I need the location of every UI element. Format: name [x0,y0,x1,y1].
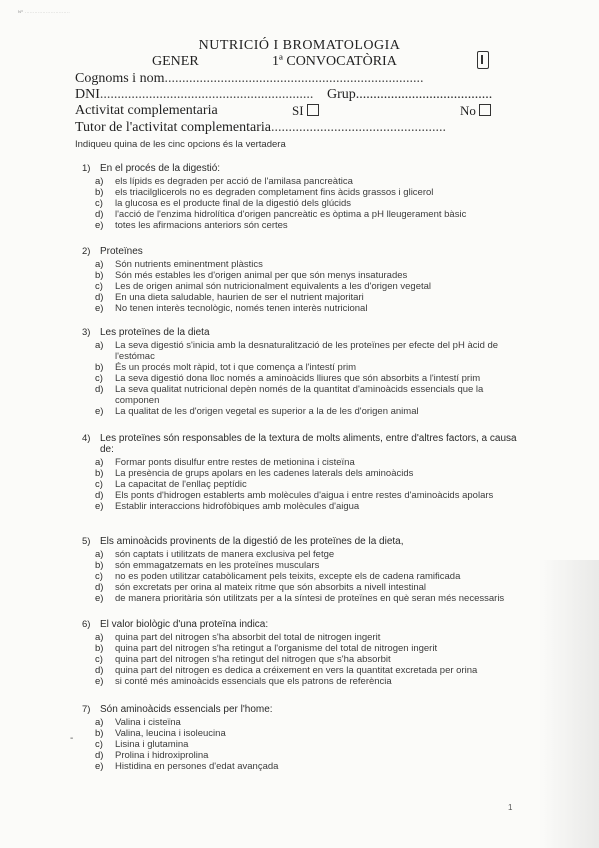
option-text: si conté més aminoàcids essencials que els patrons de referència [115,676,392,687]
option-letter: b) [95,643,104,654]
question-text: El valor biològic d'una proteïna indica: [100,619,269,630]
option-letter: e) [95,303,104,314]
option-letter: b) [95,187,104,198]
option-letter: d) [95,665,104,676]
question-text: Són aminoàcids essencials per l'home: [100,704,273,715]
option-letter: b) [95,728,104,739]
option-letter: b) [95,560,104,571]
option-text: La seva digestió dona lloc només a aminoàcids lliures que són absorbits a l'intestí prim [115,373,481,384]
option-text: És un procés molt ràpid, tot i que comença a l'intestí prim [115,362,357,373]
option-text: són emmagatzemats en les proteïnes musculars [115,560,320,571]
option-text: totes les afirmacions anteriors són certes [115,220,288,231]
option-text: Lisina i glutamina [115,739,189,750]
option-letter: c) [95,198,103,209]
question-6 [82,619,522,687]
option-text: són excretats per orina al mateix ritme que són absorbits a nivell intestinal [115,582,427,593]
option-letter: a) [95,259,104,270]
corner-header-text: Nº ............................ [18,9,71,14]
option-letter: c) [95,479,103,490]
option-letter: c) [95,571,103,582]
question-text: Les proteïnes de la dieta [100,327,210,338]
activitat-label: Activitat complementaria [75,103,218,118]
option-text: La qualitat de les d'origen vegetal es superior a la de les d'origen animal [115,406,419,417]
question-text: Les proteïnes són responsables de la textura de molts aliments, entre d'altres factors, a causa de: [100,433,517,455]
option-letter: e) [95,676,104,687]
option-letter: d) [95,750,104,761]
option-text: En una dieta saludable, haurien de ser el nutrient majoritari [115,292,364,303]
si-option[interactable] [292,103,319,119]
option-text: No tenen interès tecnològic, només tenen interès nutricional [115,303,368,314]
margin-dash: - [70,733,74,744]
option-letter: c) [95,281,103,292]
option-letter: b) [95,362,104,373]
option-letter: d) [95,582,104,593]
option-letter: a) [95,549,104,560]
dni-label: DNI [75,87,100,102]
no-option[interactable] [460,103,491,119]
option-text: els lípids es degraden per acció de l'amilasa pancreàtica [115,176,353,187]
option-text: Són nutrients eminentment plàstics [115,259,263,270]
option-letter: c) [95,654,103,665]
dots-line: .................................................. [271,120,447,135]
option-letter: a) [95,340,104,351]
option-text: Valina i cisteïna [115,717,181,728]
option-text: Les de origen animal són nutricionalment equivalents a les d'origen vegetal [115,281,432,292]
option-letter: a) [95,717,104,728]
option-text: són captats i utilitzats de manera exclusiva pel fetge [115,549,335,560]
option-letter: e) [95,220,104,231]
no-checkbox[interactable] [479,104,491,116]
option-letter: e) [95,406,104,417]
option-text: La seva qualitat nutricional depèn només de la quantitat d'aminoàcids essencials que la componen [115,384,484,406]
question-2 [82,246,522,314]
option-text: la glucosa es el producte final de la digestió dels glúcids [115,198,352,209]
question-text: Els aminoàcids provinents de la digestió de les proteïnes de la dieta, [100,536,404,547]
option-text: Histidina en persones d'edat avançada [115,761,279,772]
dots-line: ............................................................. [99,87,314,102]
question-3 [82,327,522,417]
document-icon [477,51,489,69]
question-text: Proteïnes [100,246,143,257]
option-letter: e) [95,761,104,772]
question-number: 6) [82,619,91,630]
option-letter: a) [95,632,104,643]
option-text: Formar ponts disulfur entre restes de metionina i cisteïna [115,457,355,468]
tutor-field[interactable] [75,120,446,136]
option-text: La capacitat de l'enllaç peptídic [115,479,247,490]
option-text: La presència de grups apolars en les cadenes laterals dels aminoàcids [115,468,414,479]
instruction-text: Indiqueu quina de les cinc opcions és la vertadera [75,139,286,150]
option-text: els triacilglicerols no es degraden completament fins àcids grassos i glicerol [115,187,434,198]
grup-field[interactable] [327,87,492,103]
grup-label: Grup [327,87,356,102]
option-letter: d) [95,384,104,395]
option-letter: d) [95,209,104,220]
option-text: Prolina i hidroxiprolina [115,750,209,761]
option-text: quina part del nitrogen s'ha retingut a l'organisme del total de nitrogen ingerit [115,643,438,654]
question-number: 1) [82,163,91,174]
question-number: 7) [82,704,91,715]
question-number: 5) [82,536,91,547]
option-letter: e) [95,593,104,604]
option-letter: c) [95,373,103,384]
option-letter: e) [95,501,104,512]
option-text: Són més estables les d'origen animal per que són menys insaturades [115,270,408,281]
no-label: No [460,103,476,118]
option-letter: b) [95,270,104,281]
page-number: 1 [508,803,513,812]
question-number: 4) [82,433,91,444]
option-text: quina part del nitrogen s'ha retingut del nitrogen que s'ha absorbit [115,654,391,665]
option-letter: a) [95,457,104,468]
cognoms-field[interactable] [75,71,423,87]
dots-line: .......................................................................... [164,71,424,86]
question-5 [82,536,522,604]
exam-convocation: 1ª CONVOCATÒRIA [272,54,397,69]
option-text: no es poden utilitzar catabòlicament pels teixits, excepte els de cadena ramificada [115,571,461,582]
exam-title: NUTRICIÓ I BROMATOLOGIA [198,38,401,53]
si-checkbox[interactable] [307,104,319,116]
dni-field[interactable] [75,87,313,103]
question-1 [82,163,522,231]
question-number: 3) [82,327,91,338]
option-text: quina part del nitrogen es dedica a créixement en vers la quantitat excretada per orina [115,665,478,676]
cognoms-label: Cognoms i nom [75,71,165,86]
option-text: quina part del nitrogen s'ha absorbit del total de nitrogen ingerit [115,632,381,643]
scan-shadow [539,560,599,848]
si-label: SI [292,103,304,118]
question-number: 2) [82,246,91,257]
dots-line: ....................................... [355,87,493,102]
question-7 [82,704,522,772]
option-text: La seva digestió s'inicia amb la desnaturalització de les proteïnes per efecte del pH àcid de l'estómac [115,340,499,362]
exam-session: GENER [152,54,199,69]
option-text: Els ponts d'hidrogen establerts amb molècules d'aigua i entre restes d'aminoàcids apolars [115,490,494,501]
option-text: Establir interaccions hidrofòbiques amb molècules d'aigua [115,501,360,512]
option-letter: b) [95,468,104,479]
tutor-label: Tutor de l'activitat complementaria [75,120,272,135]
option-text: l'acció de l'enzima hidrolítica d'origen pancreàtic es òptima a pH lleugerament bàsic [115,209,467,220]
option-letter: d) [95,292,104,303]
question-4 [82,433,522,512]
option-letter: d) [95,490,104,501]
option-text: Valina, leucina i isoleucina [115,728,226,739]
option-letter: c) [95,739,103,750]
option-letter: a) [95,176,104,187]
option-text: de manera prioritària són utilitzats per a la síntesi de proteïnes en què seran més necessaris [115,593,505,604]
question-text: En el procés de la digestió: [100,163,221,174]
